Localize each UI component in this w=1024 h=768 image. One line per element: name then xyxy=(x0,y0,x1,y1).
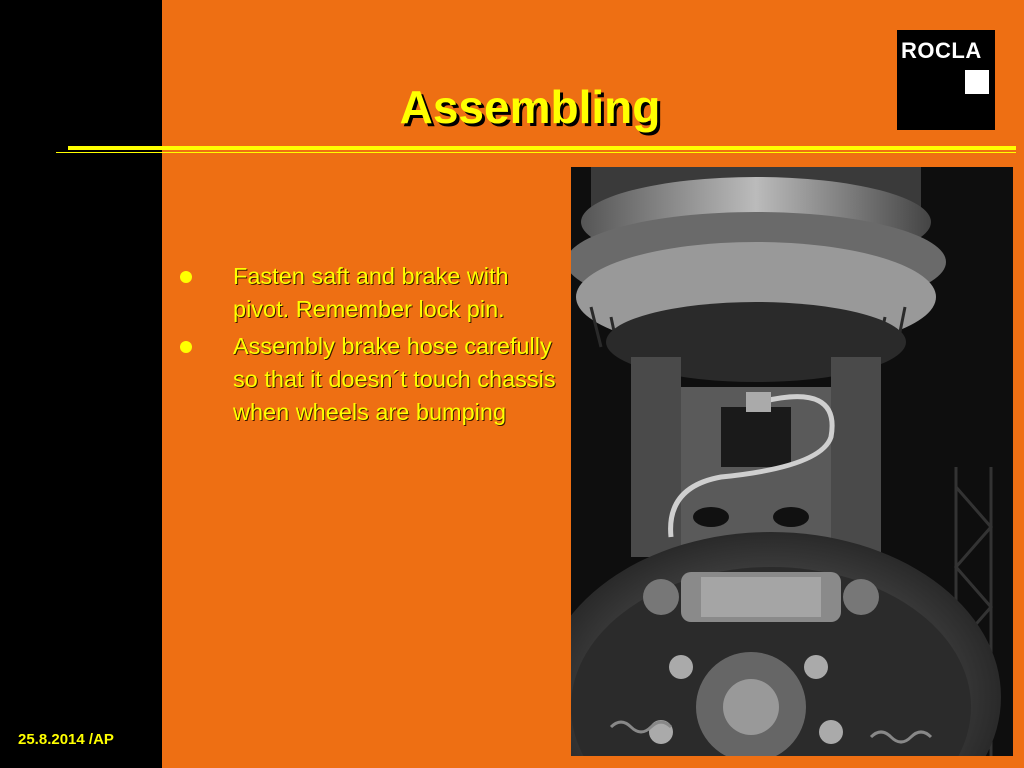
bullet-list xyxy=(180,260,560,433)
bullet-item xyxy=(180,330,560,429)
title-rule-thin xyxy=(56,152,1016,153)
photo-illustration xyxy=(571,167,1013,756)
rocla-logo xyxy=(897,30,995,130)
left-sidebar xyxy=(0,0,162,768)
title-rule xyxy=(68,146,1016,150)
logo-square xyxy=(965,70,989,94)
bullet-item xyxy=(180,260,560,326)
footer-date: 25.8.2014 /AP xyxy=(18,731,114,748)
bullet-dot-icon xyxy=(180,341,192,353)
bullet-text: Assembly brake hose carefully so that it doesn´t touch chassis when wheels are bumping xyxy=(233,333,556,425)
slide-title: Assembling xyxy=(399,81,661,133)
brake-assembly-photo xyxy=(571,167,1013,756)
bullet-dot-icon xyxy=(180,271,192,283)
logo-text: ROCLA xyxy=(901,38,982,63)
bullet-text: Fasten saft and brake with pivot. Remember lock pin. xyxy=(233,263,509,322)
